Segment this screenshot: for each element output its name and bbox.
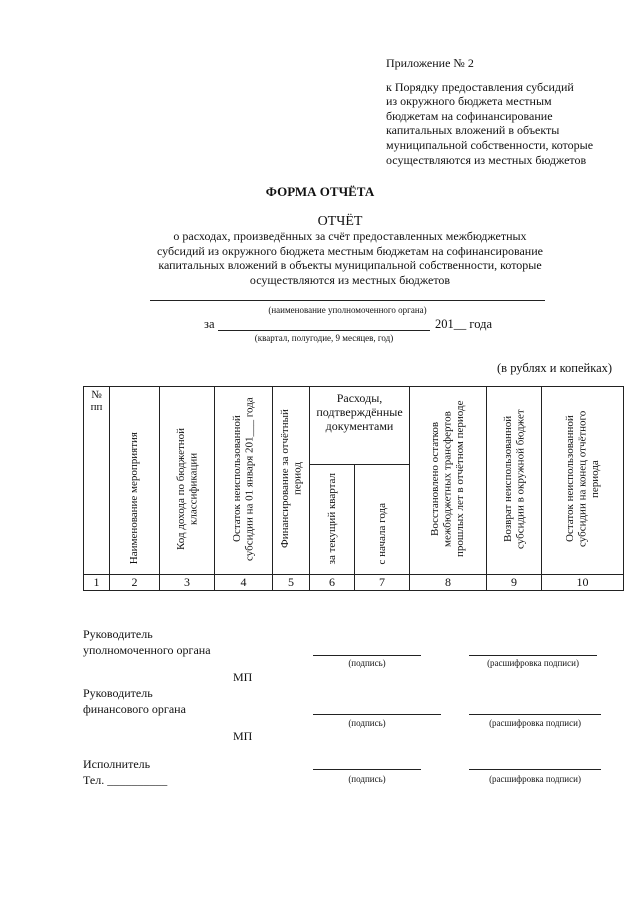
head2-decode-caption: (расшифровка подписи) — [489, 718, 581, 728]
head1-sign-caption: (подпись) — [348, 658, 386, 668]
table-row-numbers — [84, 575, 624, 591]
header-restored — [410, 387, 487, 575]
header-balance-start — [215, 387, 273, 575]
report-heading: ОТЧЁТ — [317, 214, 363, 229]
stamp-2: МП — [233, 729, 253, 743]
period-prefix: за — [204, 317, 215, 331]
column-number: 5 — [273, 575, 310, 591]
head1-decode-caption: (расшифровка подписи) — [487, 658, 579, 668]
column-number: 3 — [160, 575, 215, 591]
head2-decode-line[interactable] — [469, 714, 601, 715]
column-number: 7 — [355, 575, 410, 591]
header-balance-start-text: Остаток неиспользованной субсидии на 01 января 201___ года — [231, 397, 256, 561]
form-title: ФОРМА ОТЧЁТА — [265, 184, 375, 199]
header-expenses — [310, 387, 410, 465]
head1-label-1: Руководитель — [83, 627, 153, 641]
column-number: 6 — [310, 575, 355, 591]
column-number: 9 — [487, 575, 542, 591]
subtitle-line: о расходах, произведённых за счёт предоставленных межбюджетных — [173, 229, 527, 243]
header-financing-text: Финансирование за отчётный период — [278, 409, 303, 549]
appendix-line: к Порядку предоставления субсидий — [386, 79, 574, 94]
column-number: 10 — [542, 575, 624, 591]
header-income-code — [160, 387, 215, 575]
header-number — [84, 387, 110, 575]
period-year: 201__ года — [435, 317, 492, 331]
appendix-line: осуществляются из местных бюджетов — [386, 152, 587, 167]
column-number: 2 — [110, 575, 160, 591]
header-event-text: Наименование мероприятия — [128, 431, 141, 564]
appendix-line: бюджетам на софинансирование — [386, 108, 553, 123]
head1-decode-line[interactable] — [469, 655, 597, 656]
report-subtitle — [140, 229, 560, 287]
head1-label-2: уполномоченного органа — [83, 643, 211, 657]
subtitle-line: субсидий из окружного бюджета местным бюджетам на софинансирование — [157, 243, 543, 258]
period-caption: (квартал, полугодие, 9 месяцев, год) — [254, 333, 394, 343]
column-number: 1 — [84, 575, 110, 591]
authority-caption: (наименование уполномоченного органа) — [268, 305, 427, 315]
authority-name-line[interactable] — [150, 300, 545, 301]
executor-decode-line[interactable] — [469, 769, 601, 770]
executor-sign-caption: (подпись) — [348, 774, 386, 784]
header-return — [487, 387, 542, 575]
appendix-line: капитальных вложений в объекты — [386, 123, 560, 138]
report-table — [83, 386, 624, 591]
head1-signature-line[interactable] — [313, 655, 421, 656]
header-expenses-text: Расходы, подтверждённые документами — [316, 391, 403, 433]
head2-label-1: Руководитель — [83, 686, 153, 700]
subtitle-line: капитальных вложений в объекты муниципальной собственности, которые — [158, 258, 542, 272]
head2-label-2: финансового органа — [83, 702, 186, 716]
units-note: (в рублях и копейках) — [497, 361, 613, 375]
header-financing — [273, 387, 310, 575]
header-number-text: № пп — [90, 389, 103, 413]
column-number: 4 — [215, 575, 273, 591]
appendix-line: из окружного бюджета местным — [386, 94, 552, 109]
appendix-block — [386, 56, 636, 167]
header-restored-text: Восстановлено остатков межбюджетных трансфертов прошлых лет в отчётном периоде — [429, 400, 467, 558]
header-year-start — [355, 465, 410, 575]
column-number: 8 — [410, 575, 487, 591]
header-balance-end — [542, 387, 624, 575]
appendix-line: муниципальной собственности, которые — [386, 137, 594, 152]
period-input-line[interactable] — [218, 330, 430, 331]
executor-signature-line[interactable] — [313, 769, 421, 770]
head2-sign-caption: (подпись) — [348, 718, 386, 728]
header-return-text: Возврат неиспользованной субсидии в окружной бюджет — [501, 409, 526, 549]
header-current-quarter-text: за текущий квартал — [325, 472, 338, 564]
header-current-quarter — [310, 465, 355, 575]
stamp-1: МП — [233, 670, 253, 684]
executor-label: Исполнитель — [83, 757, 151, 771]
subtitle-line: осуществляются из местных бюджетов — [249, 272, 451, 287]
executor-decode-caption: (расшифровка подписи) — [489, 774, 581, 784]
phone-label[interactable]: Тел. __________ — [83, 773, 168, 787]
header-event — [110, 387, 160, 575]
header-income-code-text: Код дохода по бюджетной классификации — [174, 427, 199, 551]
header-year-start-text: с начала года — [375, 502, 388, 564]
head2-signature-line[interactable] — [313, 714, 441, 715]
appendix-title: Приложение № 2 — [386, 56, 474, 70]
header-balance-end-text: Остаток неиспользованной субсидии на конец отчётного периода — [563, 410, 601, 548]
